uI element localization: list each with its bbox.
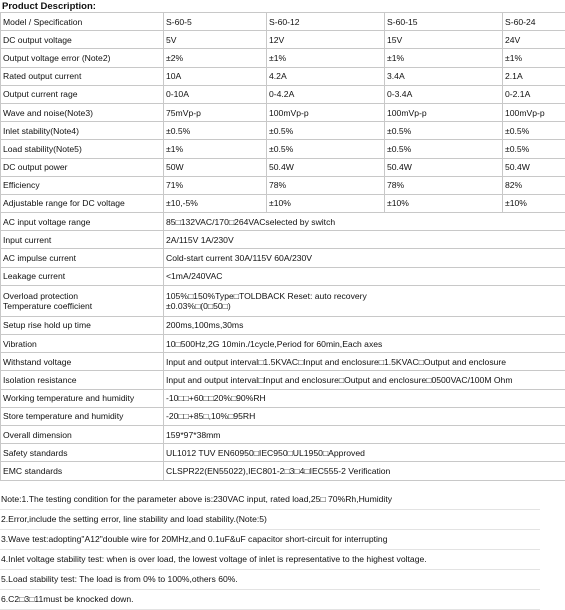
row-label: Safety standards [1, 444, 164, 462]
table-row [1, 85, 565, 103]
row-label: Output current rage [1, 85, 164, 103]
header-model: S-60-15 [385, 13, 503, 31]
row-value: 50.4W [385, 158, 503, 176]
row-value: ±10,-5% [164, 194, 267, 212]
table-row [1, 213, 565, 231]
row-value: 71% [164, 176, 267, 194]
table-row [1, 335, 565, 353]
row-value: 50W [164, 158, 267, 176]
row-value: 15V [385, 31, 503, 49]
row-label-line: Overload protection [3, 291, 161, 301]
table-header-row [1, 13, 565, 31]
table-row [1, 407, 565, 425]
note-item: 4.Inlet voltage stability test: when is over load, the lowest voltage of inlet is representative to the highest voltage. [0, 550, 540, 570]
row-label: AC impulse current [1, 249, 164, 267]
row-value: 2.1A [503, 67, 565, 85]
row-value: Input and output interval□1.5KVAC□Input and enclosure□1.5KVAC□Output and enclosure [164, 353, 565, 371]
row-value: ±1% [503, 49, 565, 67]
row-value: 78% [267, 176, 385, 194]
row-value: Cold-start current 30A/115V 60A/230V [164, 249, 565, 267]
header-model: S-60-5 [164, 13, 267, 31]
row-value: 100mVp-p [267, 103, 385, 121]
row-value: ±0.5% [385, 122, 503, 140]
table-row [1, 231, 565, 249]
row-value: ±0.5% [503, 140, 565, 158]
spec-table [0, 12, 565, 481]
table-row [1, 103, 565, 121]
row-value: 0-3.4A [385, 85, 503, 103]
row-label: Output voltage error (Note2) [1, 49, 164, 67]
row-value: ±0.5% [503, 122, 565, 140]
note-item: 2.Error,include the setting error, line stability and load stability.(Note:5) [0, 510, 540, 530]
row-value: 200ms,100ms,30ms [164, 316, 565, 334]
row-label: Load stability(Note5) [1, 140, 164, 158]
row-value: ±1% [267, 49, 385, 67]
row-value: ±10% [385, 194, 503, 212]
row-value: 0-4.2A [267, 85, 385, 103]
row-value: 82% [503, 176, 565, 194]
row-label: EMC standards [1, 462, 164, 480]
table-row [1, 444, 565, 462]
note-item: Note:1.The testing condition for the parameter above is:230VAC input, rated load,25□ 70%Rh,Humidity [0, 490, 540, 510]
table-row [1, 389, 565, 407]
notes-section [0, 490, 540, 610]
row-value: 75mVp-p [164, 103, 267, 121]
table-row [1, 285, 565, 316]
row-value: ±10% [267, 194, 385, 212]
row-value: 100mVp-p [503, 103, 565, 121]
row-value: ±0.5% [164, 122, 267, 140]
row-label: Inlet stability(Note4) [1, 122, 164, 140]
row-label: Overall dimension [1, 425, 164, 443]
row-label: Store temperature and humidity [1, 407, 164, 425]
row-label-line: Temperature coefficient [3, 301, 161, 311]
table-row [1, 140, 565, 158]
row-value: 12V [267, 31, 385, 49]
note-item: 6.C2□3□11must be knocked down. [0, 590, 540, 610]
table-row [1, 316, 565, 334]
row-value: -10□□+60□□20%□90%RH [164, 389, 565, 407]
row-value: 85□132VAC/170□264VACselected by switch [164, 213, 565, 231]
row-value: UL1012 TUV EN60950□IEC950□UL1950□Approved [164, 444, 565, 462]
row-value: ±1% [164, 140, 267, 158]
spec-table-body [1, 13, 565, 481]
row-label: Adjustable range for DC voltage [1, 194, 164, 212]
row-value [164, 285, 565, 316]
row-value: 100mVp-p [385, 103, 503, 121]
row-label: Input current [1, 231, 164, 249]
row-value: 10□500Hz,2G 10min./1cycle,Period for 60min,Each axes [164, 335, 565, 353]
row-value: 4.2A [267, 67, 385, 85]
row-label: Withstand voltage [1, 353, 164, 371]
table-row [1, 425, 565, 443]
row-value: ±2% [164, 49, 267, 67]
page-title: Product Description: [2, 1, 96, 12]
row-value: ±0.5% [267, 140, 385, 158]
row-label: Rated output current [1, 67, 164, 85]
header-label: Model / Specification [1, 13, 164, 31]
note-item: 3.Wave test:adopting"A12"double wire for 20MHz,and 0.1uF&uF capacitor short-circuit for interrupting [0, 530, 540, 550]
table-row [1, 194, 565, 212]
row-value: 50.4W [503, 158, 565, 176]
row-value: 10A [164, 67, 267, 85]
table-row [1, 176, 565, 194]
row-value: 50.4W [267, 158, 385, 176]
row-label: DC output voltage [1, 31, 164, 49]
row-value: ±0.5% [267, 122, 385, 140]
row-value: ±0.5% [385, 140, 503, 158]
row-value: Input and output interval□Input and enclosure□Output and enclosure□0500VAC/100M Ohm [164, 371, 565, 389]
row-label [1, 285, 164, 316]
row-value: 3.4A [385, 67, 503, 85]
row-label: Vibration [1, 335, 164, 353]
table-row [1, 371, 565, 389]
row-label: Isolation resistance [1, 371, 164, 389]
row-value: 2A/115V 1A/230V [164, 231, 565, 249]
table-row [1, 158, 565, 176]
row-label: Wave and noise(Note3) [1, 103, 164, 121]
table-row [1, 49, 565, 67]
row-value: <1mA/240VAC [164, 267, 565, 285]
table-row [1, 267, 565, 285]
row-value: 78% [385, 176, 503, 194]
row-value-line: 105%□150%Type□TOLDBACK Reset: auto recovery [166, 291, 565, 301]
table-row [1, 462, 565, 480]
row-value: 0-10A [164, 85, 267, 103]
header-model: S-60-24 [503, 13, 565, 31]
row-label: DC output power [1, 158, 164, 176]
header-model: S-60-12 [267, 13, 385, 31]
row-value-line: ±0.03%□(0□50□) [166, 301, 565, 311]
row-value: ±10% [503, 194, 565, 212]
note-item: 5.Load stability test: The load is from 0% to 100%,others 60%. [0, 570, 540, 590]
row-label: Efficiency [1, 176, 164, 194]
row-label: Setup rise hold up time [1, 316, 164, 334]
row-value: 24V [503, 31, 565, 49]
table-row [1, 249, 565, 267]
table-row [1, 122, 565, 140]
row-label: AC input voltage range [1, 213, 164, 231]
table-row [1, 31, 565, 49]
row-value: 5V [164, 31, 267, 49]
row-value: 0-2.1A [503, 85, 565, 103]
row-value: ±1% [385, 49, 503, 67]
row-value: -20□□+85□,10%□95RH [164, 407, 565, 425]
row-label: Working temperature and humidity [1, 389, 164, 407]
row-value: 159*97*38mm [164, 425, 565, 443]
row-label: Leakage current [1, 267, 164, 285]
table-row [1, 353, 565, 371]
row-value: CLSPR22(EN55022),IEC801-2□3□4□IEC555-2 Verification [164, 462, 565, 480]
table-row [1, 67, 565, 85]
